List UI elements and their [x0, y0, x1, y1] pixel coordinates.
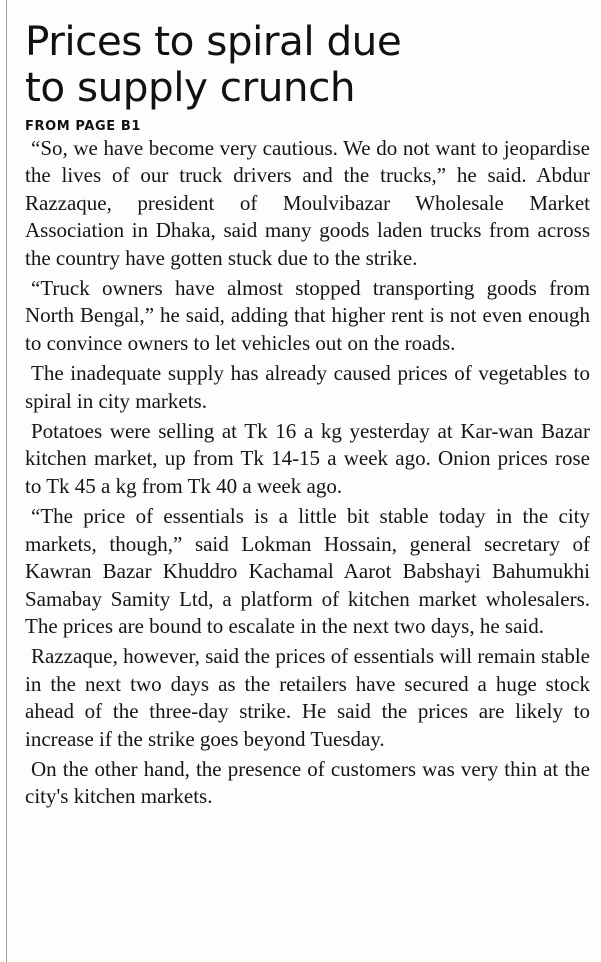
article-body	[25, 135, 590, 811]
paragraph: Potatoes were selling at Tk 16 a kg yesterday at Kar-wan Bazar kitchen market, up from Tk 14-15 a week ago. Onion prices rose to Tk 45 a kg from Tk 40 a week ago.	[25, 419, 590, 498]
paragraph: “The price of essentials is a little bit stable today in the city markets, though,” said Lokman Hossain, general secretary of Kawran Bazar Khuddro Kachamal Aarot Babshayi Bahumukhi Samabay Samity Ltd, a platform of kitchen market wholesalers. The prices are bound to escalate in the next two days, he said.	[25, 504, 590, 638]
paragraph: “So, we have become very cautious. We do not want to jeopardise the lives of our truck drivers and the trucks,” he said. Abdur Razzaque, president of Moulvibazar Wholesale Market Association in Dhaka, said many goods laden trucks from across the country have gotten stuck due to the strike.	[25, 136, 590, 270]
headline-line-1: Prices to spiral due	[25, 17, 402, 65]
continued-from-label: FROM PAGE B1	[25, 119, 142, 134]
paragraph: The inadequate supply has already caused prices of vegetables to spiral in city markets.	[25, 361, 590, 413]
paragraph: On the other hand, the presence of customers was very thin at the city's kitchen markets.	[25, 756, 590, 809]
article	[25, 18, 590, 811]
paragraph: “Truck owners have almost stopped transporting goods from North Bengal,” he said, adding that higher rent is not even enough to convince owners to let vehicles out on the roads.	[25, 276, 590, 355]
column-divider	[6, 0, 7, 962]
paragraph: Razzaque, however, said the prices of essentials will remain stable in the next two days as the retailers have secured a huge stock ahead of the three-day strike. He said the prices are likely to increase if the strike goes beyond Tuesday.	[25, 644, 590, 751]
headline-line-2: to supply crunch	[25, 63, 356, 111]
headline	[25, 18, 590, 110]
